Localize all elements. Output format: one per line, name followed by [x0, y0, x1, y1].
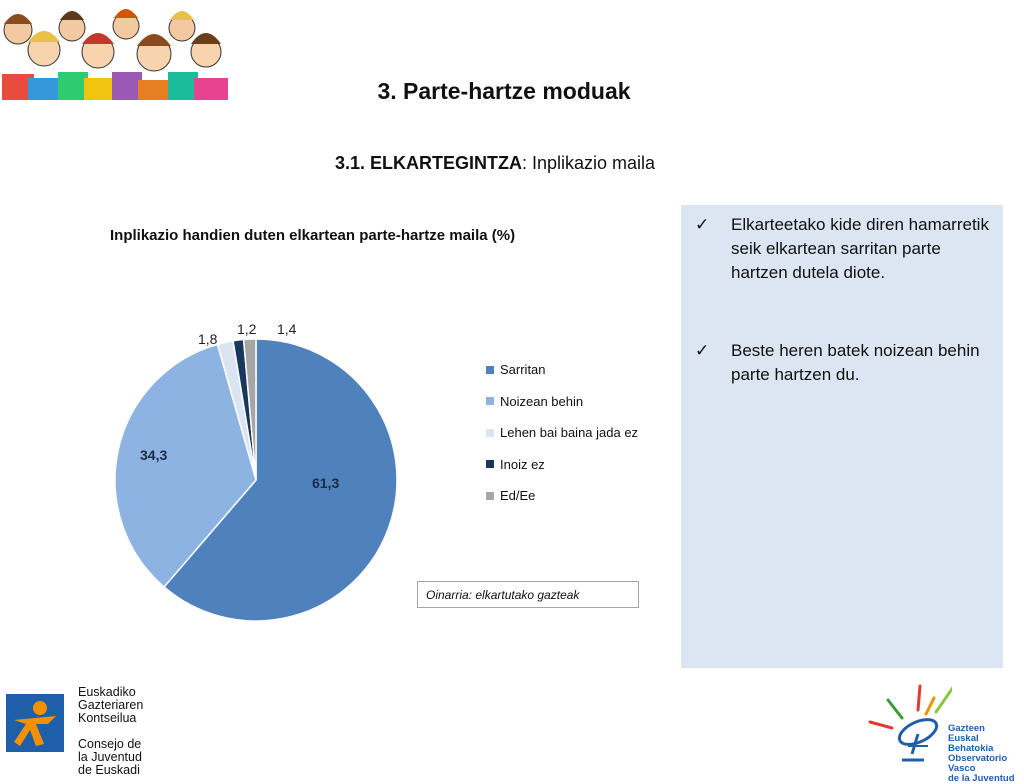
legend-item [486, 425, 638, 440]
left-logo-line: de Euskadi [78, 763, 140, 777]
data-label: 1,4 [277, 321, 297, 337]
bullet-item [695, 339, 995, 387]
subtitle-bold: 3.1. ELKARTEGINTZA [334, 153, 522, 173]
data-label: 34,3 [140, 447, 168, 463]
legend-item [486, 362, 546, 377]
legend-label: Sarritan [500, 362, 546, 377]
side-panel [681, 205, 1003, 668]
legend-swatch [486, 460, 494, 468]
right-logo-text [948, 724, 1024, 784]
left-logo-line: Kontseilua [78, 711, 137, 725]
bullet-text: Beste heren batek noizean behin parte hartzen du. [731, 341, 980, 384]
data-label: 1,8 [198, 331, 218, 347]
section-subtitle [0, 153, 990, 174]
right-logo-line: Euskal Behatokia [948, 733, 994, 754]
chart-title: Inplikazio handien duten elkartean parte-hartze maila (%) [110, 227, 516, 244]
subtitle-rest: : Inplikazio maila [521, 153, 656, 173]
legend-label: Lehen bai baina jada ez [500, 425, 639, 440]
legend-swatch [486, 366, 494, 374]
right-logo-line: Observatorio Vasco [948, 753, 1008, 774]
legend-swatch [486, 492, 494, 500]
check-icon: ✓ [695, 215, 710, 234]
left-logo-line: la Juventud [78, 750, 142, 764]
euskadiko-gazteriaren-kontseilua-logo [6, 694, 64, 752]
data-label: 1,2 [237, 321, 257, 337]
pie-chart [100, 310, 420, 640]
legend-item [486, 394, 583, 409]
left-logo-line: Euskadiko [78, 685, 136, 699]
page-title: 3. Parte-hartze moduak [377, 78, 631, 104]
data-label: 61,3 [312, 475, 340, 491]
legend-label: Ed/Ee [500, 488, 536, 503]
bullet-text: Elkarteetako kide diren hamarretik seik elkartean sarritan parte hartzen dutela diote. [731, 215, 989, 282]
legend-item [486, 488, 535, 503]
right-logo-line: Gazteen [948, 723, 985, 734]
legend-label: Inoiz ez [500, 456, 545, 472]
left-logo-text [78, 686, 143, 777]
left-logo-line: Gazteriaren [78, 698, 144, 712]
legend-item [486, 457, 545, 472]
gazteen-euskal-behatokia-logo [862, 682, 952, 766]
check-icon: ✓ [695, 341, 710, 360]
bullet-item [695, 213, 995, 285]
legend-label: Noizean behin [500, 393, 584, 409]
legend-swatch [486, 397, 494, 405]
legend-swatch [486, 429, 494, 437]
left-logo-line: Consejo de [78, 737, 142, 751]
right-logo-line: de la Juventud [948, 773, 1015, 784]
chart-note: Oinarria: elkartutako gazteak [417, 581, 639, 608]
